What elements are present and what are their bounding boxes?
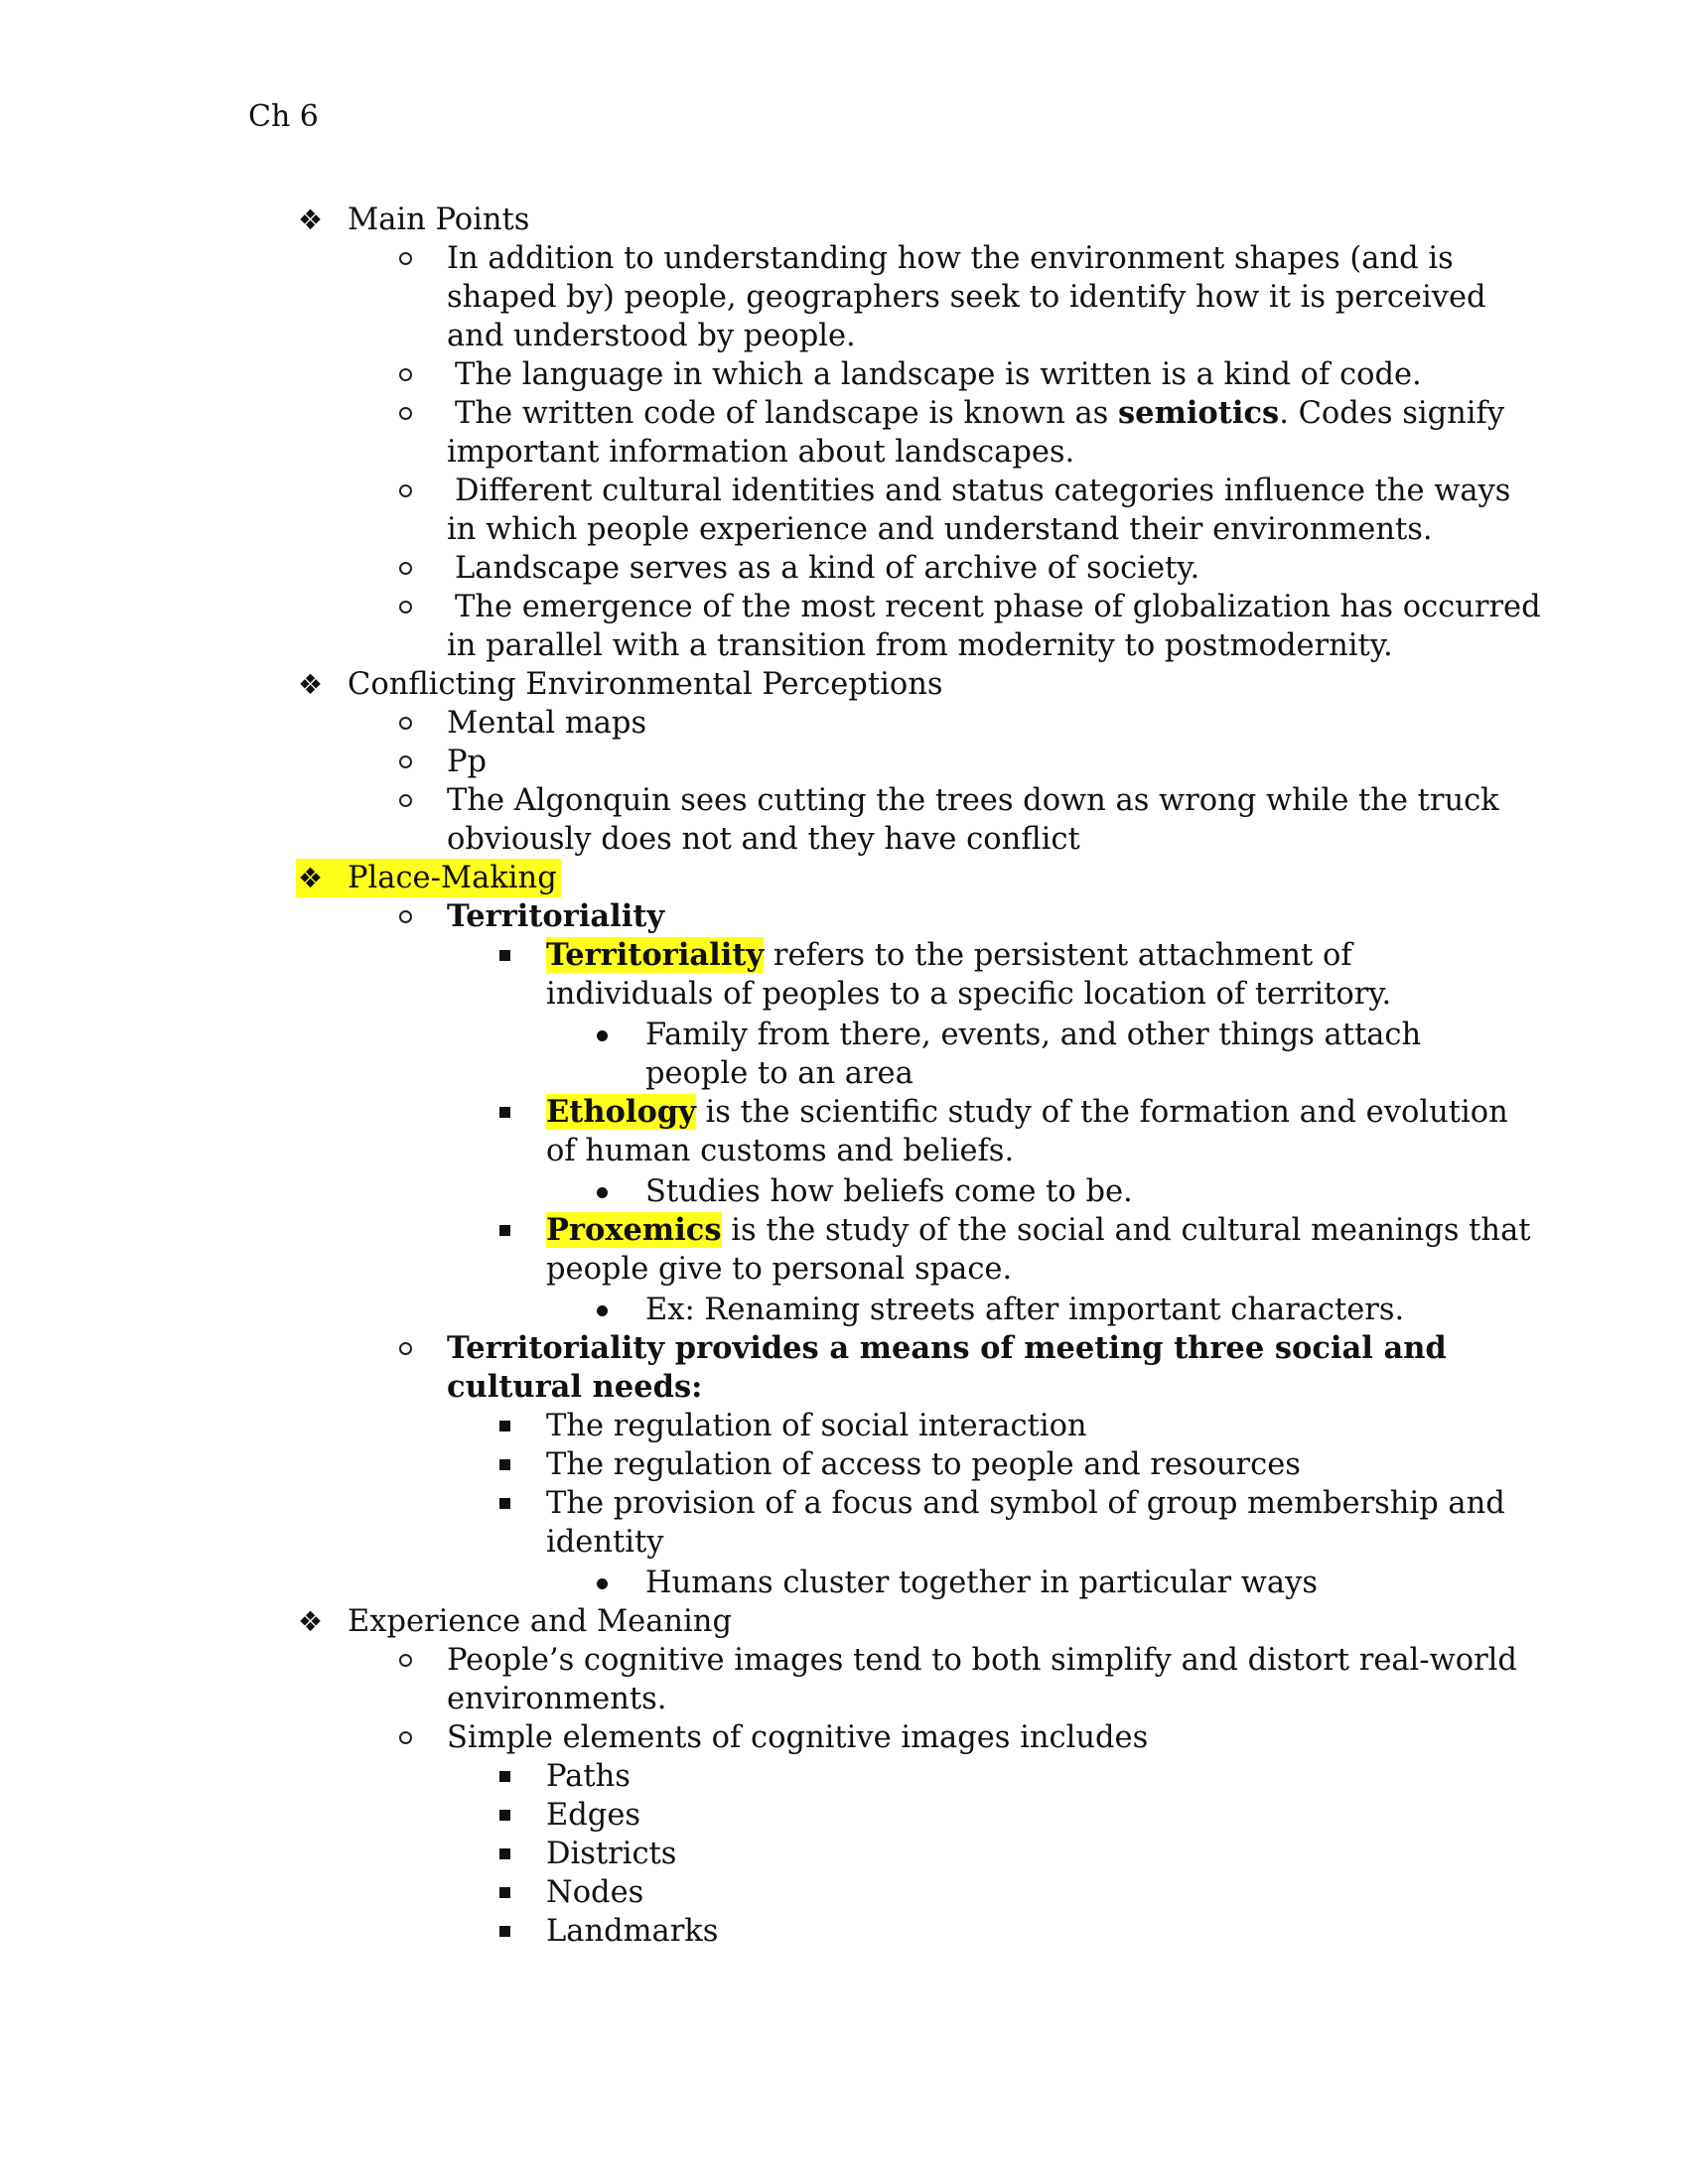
square-bullet-icon	[499, 1459, 510, 1470]
list-item: People’s cognitive images tend to both simplify and distort real-world	[399, 1641, 1517, 1680]
sub-list-item: Paths	[499, 1757, 631, 1796]
circle-bullet-icon	[399, 755, 412, 768]
list-item: Mental maps	[399, 704, 646, 743]
square-bullet-icon	[499, 1926, 510, 1937]
list-item-cont: people to an area	[645, 1056, 914, 1091]
sub-sub-list-item: Ex: Renaming streets after important characters.	[597, 1291, 1404, 1329]
section-main-points	[298, 201, 529, 239]
diamond-bullet-icon: ❖	[298, 862, 324, 894]
square-bullet-icon	[499, 1771, 510, 1782]
square-bullet-icon	[499, 1887, 510, 1898]
circle-bullet-icon	[399, 794, 412, 807]
square-bullet-icon	[499, 950, 510, 961]
section-heading: Place-Making	[348, 861, 557, 895]
diamond-bullet-icon: ❖	[298, 668, 324, 701]
sub-list-item: Territoriality refers to the persistent attachment of	[499, 936, 1352, 975]
list-item: The emergence of the most recent phase of globalization has occurred	[399, 588, 1541, 626]
dot-bullet-icon	[597, 1030, 608, 1041]
list-item-cont: and understood by people.	[447, 319, 856, 353]
list-item: Different cultural identities and status categories influence the ways	[399, 472, 1510, 510]
circle-bullet-icon	[399, 562, 412, 575]
circle-bullet-icon	[399, 910, 412, 923]
list-item-cont: people give to personal space.	[546, 1252, 1013, 1287]
circle-bullet-icon	[399, 1731, 412, 1744]
page-title: Ch 6	[248, 99, 319, 134]
list-item: Pp	[399, 743, 487, 781]
square-bullet-icon	[499, 1848, 510, 1859]
list-item-cont: in parallel with a transition from modernity to postmodernity.	[447, 628, 1393, 663]
dot-bullet-icon	[597, 1305, 608, 1316]
list-item-cont: individuals of peoples to a specific location of territory.	[546, 977, 1392, 1012]
section-heading: Main Points	[348, 203, 530, 237]
square-bullet-icon	[499, 1421, 510, 1432]
circle-bullet-icon	[399, 1342, 412, 1355]
sub-list-item: Nodes	[499, 1873, 643, 1912]
sub-list-item: Landmarks	[499, 1912, 718, 1951]
square-bullet-icon	[499, 1498, 510, 1509]
circle-bullet-icon	[399, 252, 412, 265]
term-semiotics: semiotics	[1118, 395, 1280, 431]
circle-bullet-icon	[399, 368, 412, 381]
circle-bullet-icon	[399, 1654, 412, 1667]
square-bullet-icon	[499, 1107, 510, 1118]
list-item: The written code of landscape is known as semiotics. Codes signify	[399, 394, 1504, 433]
sub-list-item: Districts	[499, 1835, 676, 1873]
term-territoriality: Territoriality	[546, 937, 765, 973]
list-item: The language in which a landscape is written is a kind of code.	[399, 355, 1422, 394]
dot-bullet-icon	[597, 1187, 608, 1198]
sub-list-item: Proxemics is the study of the social and cultural meanings that	[499, 1211, 1531, 1250]
sub-list-item: The regulation of social interaction	[499, 1407, 1087, 1445]
circle-bullet-icon	[399, 484, 412, 497]
list-item-cont: of human customs and beliefs.	[546, 1134, 1015, 1168]
list-item-cont: shaped by) people, geographers seek to identify how it is perceived	[447, 280, 1486, 315]
list-item-cont: in which people experience and understand their environments.	[447, 512, 1433, 547]
sub-sub-list-item: Family from there, events, and other things attach	[597, 1016, 1421, 1054]
list-item: The Algonquin sees cutting the trees down as wrong while the truck	[399, 781, 1499, 820]
sub-list-item: Edges	[499, 1796, 640, 1835]
circle-bullet-icon	[399, 717, 412, 730]
sub-sub-list-item: Humans cluster together in particular ways	[597, 1564, 1318, 1602]
diamond-bullet-icon: ❖	[298, 204, 324, 236]
square-bullet-icon	[499, 1810, 510, 1821]
term-ethology: Ethology	[546, 1094, 696, 1130]
sub-sub-list-item: Studies how beliefs come to be.	[597, 1172, 1133, 1211]
dot-bullet-icon	[597, 1578, 608, 1589]
list-item: Simple elements of cognitive images includes	[399, 1718, 1148, 1757]
diamond-bullet-icon: ❖	[298, 1605, 324, 1638]
list-item-cont: cultural needs:	[447, 1369, 703, 1405]
sub-list-item: Ethology is the scientific study of the formation and evolution	[499, 1093, 1508, 1132]
list-item: Territoriality provides a means of meeting three social and	[399, 1329, 1447, 1368]
section-experience	[298, 1602, 732, 1641]
section-heading: Conflicting Environmental Perceptions	[348, 667, 943, 702]
square-bullet-icon	[499, 1225, 510, 1236]
list-item: Landscape serves as a kind of archive of society.	[399, 549, 1199, 588]
sub-list-item: The regulation of access to people and resources	[499, 1445, 1301, 1484]
term-proxemics: Proxemics	[546, 1212, 722, 1248]
sub-list-item: The provision of a focus and symbol of group membership and	[499, 1484, 1505, 1523]
circle-bullet-icon	[399, 407, 412, 420]
list-item-cont: environments.	[447, 1682, 667, 1716]
circle-bullet-icon	[399, 601, 412, 614]
list-item-cont: important information about landscapes.	[447, 435, 1075, 470]
section-heading: Experience and Meaning	[348, 1604, 732, 1639]
section-place-making	[296, 859, 561, 897]
list-item: In addition to understanding how the environment shapes (and is	[399, 239, 1454, 278]
list-item-cont: obviously does not and they have conflict	[447, 822, 1080, 857]
list-item-cont: identity	[546, 1525, 664, 1560]
section-conflicting	[298, 665, 943, 704]
list-item: Territoriality	[399, 897, 664, 936]
